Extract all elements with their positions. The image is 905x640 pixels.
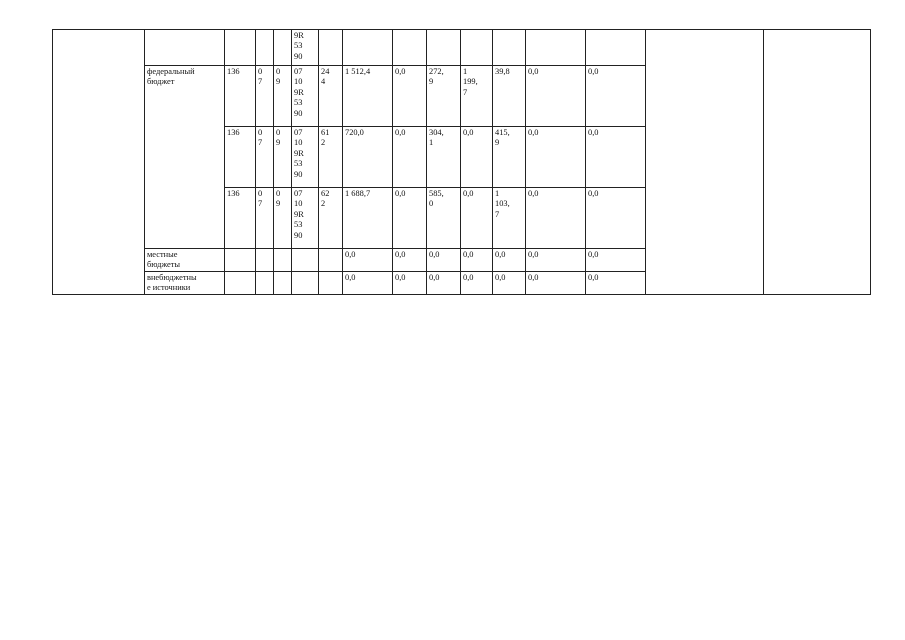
table-cell (586, 66, 646, 127)
table-cell (274, 66, 292, 127)
table-cell (393, 249, 427, 272)
table-cell (53, 30, 145, 295)
table-cell (145, 271, 225, 294)
cell-text: 1 512,4 (345, 67, 371, 76)
cell-text: 1 (429, 138, 434, 148)
cell-text: 0,0 (528, 250, 539, 259)
cell-text: внебюджетны (147, 272, 197, 282)
table-cell (427, 127, 461, 188)
cell-text: 53 (294, 159, 303, 169)
cell-text: 103, (495, 199, 510, 209)
table-cell (526, 188, 586, 249)
table-cell (343, 188, 393, 249)
table-cell (145, 30, 225, 66)
table-cell (493, 249, 526, 272)
table-cell (427, 66, 461, 127)
table-cell (526, 127, 586, 188)
cell-text: 136 (227, 67, 240, 76)
cell-text: 9 (276, 199, 281, 209)
cell-text: 0,0 (588, 67, 599, 76)
table-cell (493, 271, 526, 294)
table-cell (526, 30, 586, 66)
cell-text: 585, (429, 189, 444, 198)
cell-text: 9R (294, 148, 304, 158)
table-cell (225, 30, 256, 66)
cell-text: 39,8 (495, 67, 510, 76)
table-cell (225, 188, 256, 249)
table-cell (427, 30, 461, 66)
cell-text: 0 (276, 189, 281, 198)
table-cell (427, 249, 461, 272)
cell-text: 2 (321, 199, 326, 209)
table-cell (393, 188, 427, 249)
table-cell (343, 30, 393, 66)
cell-text: 0 (258, 189, 263, 198)
cell-text: 90 (294, 51, 303, 61)
cell-text: 2 (321, 138, 326, 148)
cell-text: 9 (276, 138, 281, 148)
cell-text: 61 (321, 128, 330, 137)
table-cell (343, 271, 393, 294)
cell-text: 0,0 (495, 250, 506, 259)
table-cell (292, 249, 319, 272)
cell-text: 0 (258, 128, 263, 137)
cell-text: 53 (294, 220, 303, 230)
cell-text: 136 (227, 128, 240, 137)
table-cell (393, 271, 427, 294)
table-cell (256, 66, 274, 127)
cell-text: 90 (294, 169, 303, 179)
cell-text: 136 (227, 189, 240, 198)
cell-text: 07 (294, 67, 303, 76)
cell-text: 7 (258, 138, 263, 148)
cell-text: 53 (294, 41, 303, 51)
cell-text: 07 (294, 128, 303, 137)
cell-text: федеральный (147, 67, 195, 76)
cell-text: 0,0 (395, 272, 406, 282)
table-cell (256, 249, 274, 272)
cell-text: 272, (429, 67, 444, 76)
cell-text: 0,0 (395, 250, 406, 259)
cell-text: 0,0 (528, 128, 539, 137)
table-cell (461, 271, 493, 294)
table-cell (393, 30, 427, 66)
table-cell (319, 30, 343, 66)
cell-text: 9 (276, 77, 281, 87)
cell-text: 720,0 (345, 128, 364, 137)
table-cell (292, 271, 319, 294)
table-cell (526, 66, 586, 127)
table-cell (493, 127, 526, 188)
table-cell (256, 271, 274, 294)
table-cell (292, 127, 319, 188)
table-cell (493, 188, 526, 249)
cell-text: 0,0 (588, 272, 599, 282)
cell-text: 9 (429, 77, 434, 87)
cell-text: 0,0 (495, 272, 506, 282)
cell-text: 1 (495, 189, 500, 198)
cell-text: 7 (258, 77, 263, 87)
cell-text: 0 (276, 67, 281, 76)
table-cell (292, 30, 319, 66)
cell-text: 0,0 (463, 272, 474, 282)
cell-text: 1 (463, 67, 468, 76)
table-cell (319, 188, 343, 249)
cell-text: 4 (321, 77, 326, 87)
table-cell (319, 249, 343, 272)
cell-text: бюджет (147, 77, 175, 87)
table-cell (493, 66, 526, 127)
cell-text: е источники (147, 283, 191, 293)
table-cell (586, 30, 646, 66)
cell-text: 62 (321, 189, 330, 198)
table-cell (461, 188, 493, 249)
table-row (53, 30, 871, 66)
budget-table (52, 29, 871, 295)
table-cell (225, 249, 256, 272)
table-cell (319, 127, 343, 188)
table-cell (526, 249, 586, 272)
cell-text: 0,0 (395, 67, 406, 76)
cell-text: 0 (258, 67, 263, 76)
cell-text: 0,0 (395, 128, 406, 137)
cell-text: 9 (495, 138, 500, 148)
table-cell (274, 30, 292, 66)
table-cell (393, 66, 427, 127)
table-cell (586, 127, 646, 188)
table-cell (343, 66, 393, 127)
table-cell (256, 30, 274, 66)
table-cell (319, 271, 343, 294)
table-cell (256, 127, 274, 188)
table-cell (461, 66, 493, 127)
table-cell (274, 249, 292, 272)
cell-text: 53 (294, 98, 303, 108)
cell-text: 9R (294, 87, 304, 97)
table-cell (225, 127, 256, 188)
cell-text: 7 (495, 209, 500, 219)
table-cell (427, 271, 461, 294)
table-cell (526, 271, 586, 294)
table-cell (274, 127, 292, 188)
table-cell (256, 188, 274, 249)
cell-text: 10 (294, 77, 303, 87)
table-cell (274, 188, 292, 249)
cell-text: 0,0 (528, 67, 539, 76)
cell-text: 0,0 (429, 272, 440, 282)
table-cell (586, 188, 646, 249)
table-cell (145, 66, 225, 249)
cell-text: 0,0 (463, 189, 474, 198)
cell-text: 90 (294, 108, 303, 118)
table-cell (225, 66, 256, 127)
table-cell (646, 30, 764, 295)
table-cell (586, 249, 646, 272)
cell-text: 0,0 (345, 250, 356, 259)
cell-text: 9R (294, 31, 304, 40)
table-cell (493, 30, 526, 66)
cell-text: 0,0 (588, 250, 599, 259)
table-cell (274, 271, 292, 294)
cell-text: бюджеты (147, 260, 181, 270)
table-cell (292, 66, 319, 127)
cell-text: 199, (463, 77, 478, 87)
table-cell (343, 249, 393, 272)
cell-text: 304, (429, 128, 444, 137)
cell-text: 0,0 (588, 128, 599, 137)
table-cell (461, 249, 493, 272)
cell-text: 24 (321, 67, 330, 76)
cell-text: 0,0 (528, 189, 539, 198)
cell-text: 90 (294, 230, 303, 240)
cell-text: местные (147, 250, 178, 259)
cell-text: 1 688,7 (345, 189, 371, 198)
cell-text: 0 (429, 199, 434, 209)
cell-text: 0,0 (528, 272, 539, 282)
cell-text: 7 (258, 199, 263, 209)
cell-text: 9R (294, 209, 304, 219)
cell-text: 07 (294, 189, 303, 198)
table-cell (145, 249, 225, 272)
cell-text: 10 (294, 199, 303, 209)
table-cell (292, 188, 319, 249)
cell-text: 0,0 (463, 250, 474, 259)
cell-text: 0,0 (463, 128, 474, 137)
cell-text: 415, (495, 128, 510, 137)
table-cell (764, 30, 871, 295)
cell-text: 0 (276, 128, 281, 137)
table-cell (586, 271, 646, 294)
cell-text: 7 (463, 87, 468, 97)
table-cell (393, 127, 427, 188)
cell-text: 0,0 (429, 250, 440, 259)
cell-text: 0,0 (345, 272, 356, 282)
cell-text: 0,0 (588, 189, 599, 198)
table-cell (427, 188, 461, 249)
table-cell (319, 66, 343, 127)
table-cell (461, 30, 493, 66)
table-cell (225, 271, 256, 294)
cell-text: 10 (294, 138, 303, 148)
cell-text: 0,0 (395, 189, 406, 198)
table-cell (461, 127, 493, 188)
table-cell (343, 127, 393, 188)
